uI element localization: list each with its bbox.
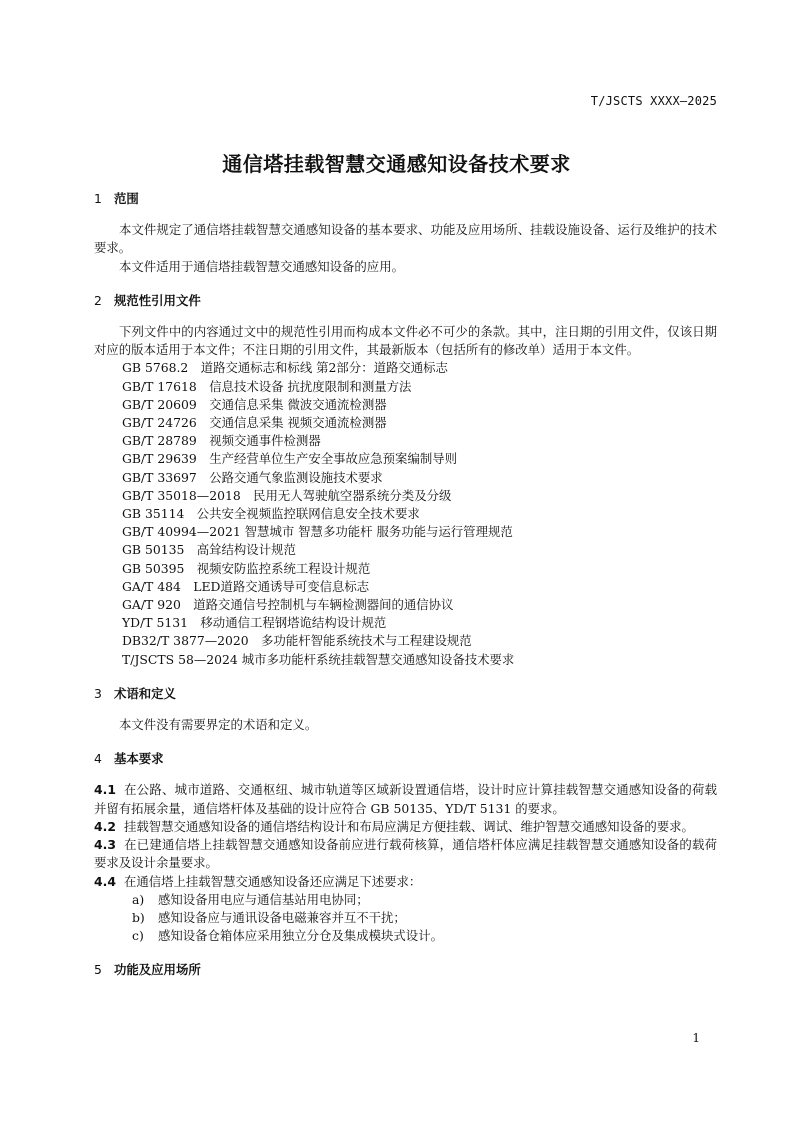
section-number: 5 (94, 962, 102, 978)
reference-item: GB/T 28789 视频交通事件检测器 (122, 433, 321, 449)
section-title: 规范性引用文件 (114, 292, 201, 308)
section-heading-4 (94, 750, 717, 768)
clause-text: 在已建通信塔上挂载智慧交通感知设备前应进行载荷核算，通信塔杆体应满足挂载智慧交通感知设备的载荷要求及设计余量要求。 (94, 837, 717, 871)
references-intro: 下列文件中的内容通过文中的规范性引用而构成本文件必不可少的条款。其中，注日期的引用文件，仅该日期对应的版本适用于本文件；不注日期的引用文件，其最新版本（包括所有的修改单）适用于本文件。 (94, 324, 717, 358)
list-marker: c) (132, 928, 144, 944)
section-heading-2 (94, 292, 717, 310)
reference-item: YD/T 5131 移动通信工程钢塔诡结构设计规范 (122, 615, 387, 631)
scope-paragraph: 本文件规定了通信塔挂载智慧交通感知设备的基本要求、功能及应用场所、挂载设施设备、运行及维护的技术要求。 (94, 222, 717, 256)
reference-item: GA/T 484 LED道路交通诱导可变信息标志 (122, 578, 370, 594)
reference-item: DB32/T 3877—2020 多功能杆智能系统技术与工程建设规范 (122, 633, 472, 649)
reference-item: GB 5768.2 道路交通标志和标线 第2部分：道路交通标志 (122, 360, 448, 376)
list-marker: b) (132, 909, 145, 925)
clause-number: 4.3 (94, 837, 116, 853)
clause-4-2 (94, 818, 717, 836)
clause-text: 在公路、城市道路、交通枢纽、城市轨道等区域新设置通信塔，设计时应计算挂载智慧交通感知设备的荷载并留有拓展余量，通信塔杆体及基础的设计应符合 GB 50135、YD/T 5131 的要求。 (94, 782, 717, 816)
reference-item: GB/T 24726 交通信息采集 视频交通流检测器 (122, 415, 387, 431)
clause-4-4 (94, 873, 717, 891)
sub-requirement-list (94, 891, 717, 946)
section-number: 1 (94, 191, 102, 206)
sub-requirement-text: 感知设备用电应与通信基站用电协同； (158, 891, 369, 907)
section-heading-5 (94, 961, 717, 979)
section-heading-3 (94, 685, 717, 703)
clause-text: 在通信塔上挂载智慧交通感知设备还应满足下述要求： (123, 873, 422, 889)
reference-item: GB 50135 高耸结构设计规范 (122, 542, 296, 558)
document-code: T/JSCTS XXXX—2025 (590, 94, 717, 108)
section-number: 4 (94, 751, 102, 767)
sub-requirement-text: 感知设备仓箱体应采用独立分仓及集成模块式设计。 (158, 928, 443, 944)
section-number: 3 (94, 685, 102, 701)
reference-item: GB/T 29639 生产经营单位生产安全事故应急预案编制导则 (122, 451, 458, 467)
list-marker: a) (132, 891, 145, 907)
section-number: 2 (94, 292, 102, 308)
reference-list (94, 359, 717, 668)
reference-item: GB/T 17618 信息技术设备 抗扰度限制和测量方法 (122, 378, 412, 394)
terms-paragraph: 本文件没有需要界定的术语和定义。 (119, 717, 318, 733)
section-title: 范围 (114, 191, 139, 206)
sub-requirement-item (132, 891, 717, 909)
reference-item: GB/T 20609 交通信息采集 微波交通流检测器 (122, 396, 387, 412)
reference-item: T/JSCTS 58—2024 城市多功能杆系统挂载智慧交通感知设备技术要求 (122, 651, 515, 667)
document-body (94, 190, 717, 980)
clause-4-3 (94, 836, 717, 872)
reference-item: GA/T 920 道路交通信号控制机与车辆检测器间的通信协议 (122, 597, 454, 613)
sub-requirement-item (132, 909, 717, 927)
clause-number: 4.4 (94, 873, 116, 889)
scope-paragraph: 本文件适用于通信塔挂载智慧交通感知设备的应用。 (119, 258, 404, 274)
clause-text: 挂载智慧交通感知设备的通信塔结构设计和布局应满足方便挂载、调试、维护智慧交通感知设备的要求。 (123, 818, 694, 834)
reference-item: GB/T 35018—2018 民用无人驾驶航空器系统分类及分级 (122, 487, 452, 503)
reference-item: GB 35114 公共安全视频监控联网信息安全技术要求 (122, 506, 420, 522)
clause-number: 4.1 (94, 782, 116, 798)
section-heading-1 (94, 190, 717, 208)
page-number: 1 (692, 1031, 700, 1045)
section-title: 术语和定义 (114, 685, 176, 701)
reference-item: GB/T 40994—2021 智慧城市 智慧多功能杆 服务功能与运行管理规范 (122, 524, 513, 540)
reference-item: GB 50395 视频安防监控系统工程设计规范 (122, 560, 371, 576)
section-title: 基本要求 (114, 751, 164, 767)
sub-requirement-text: 感知设备应与通讯设备电磁兼容并互不干扰； (158, 909, 406, 925)
section-title: 功能及应用场所 (114, 962, 201, 978)
reference-item: GB/T 33697 公路交通气象监测设施技术要求 (122, 469, 383, 485)
clause-number: 4.2 (94, 818, 116, 834)
clause-4-1 (94, 781, 717, 817)
sub-requirement-item (132, 927, 717, 945)
page-title: 通信塔挂载智慧交通感知设备技术要求 (222, 152, 571, 176)
